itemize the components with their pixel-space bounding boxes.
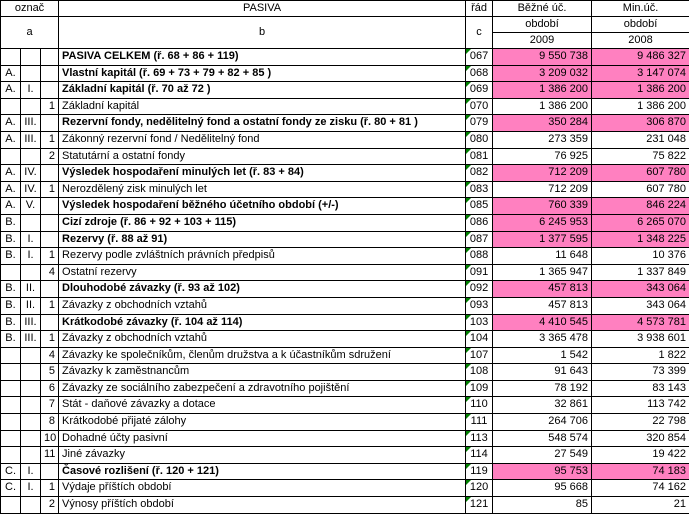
- table-row: [1, 248, 689, 265]
- row-line-number: 086: [466, 214, 493, 231]
- row-current-value: 1 386 200: [493, 98, 592, 115]
- row-current-value: 76 925: [493, 148, 592, 165]
- row-subsection-code: III.: [21, 131, 41, 148]
- row-item-number: 4: [41, 347, 59, 364]
- row-line-number: 121: [466, 497, 493, 514]
- row-label: Statutární a ostatní fondy: [59, 148, 466, 165]
- row-section-code: A.: [1, 115, 21, 132]
- header-pasiva: PASIVA: [59, 1, 466, 17]
- row-item-number: [41, 463, 59, 480]
- row-prior-value: 1 386 200: [592, 98, 689, 115]
- row-current-value: 457 813: [493, 297, 592, 314]
- row-prior-value: 74 183: [592, 463, 689, 480]
- row-line-number: 120: [466, 480, 493, 497]
- table-row: [1, 231, 689, 248]
- row-label: Rezervy (ř. 88 až 91): [59, 231, 466, 248]
- row-prior-value: 75 822: [592, 148, 689, 165]
- row-current-value: 32 861: [493, 397, 592, 414]
- row-section-code: [1, 497, 21, 514]
- row-prior-value: 9 486 327: [592, 49, 689, 66]
- row-current-value: 760 339: [493, 198, 592, 215]
- row-subsection-code: [21, 49, 41, 66]
- row-line-number: 080: [466, 131, 493, 148]
- header-col-a: a: [1, 17, 59, 49]
- table-row: [1, 214, 689, 231]
- row-subsection-code: III.: [21, 331, 41, 348]
- header-obdobi-current: období: [493, 17, 592, 33]
- row-subsection-code: I.: [21, 231, 41, 248]
- row-current-value: 4 410 545: [493, 314, 592, 331]
- row-section-code: [1, 264, 21, 281]
- row-label: Ostatní rezervy: [59, 264, 466, 281]
- row-item-number: 7: [41, 397, 59, 414]
- row-label: Závazky k zaměstnancům: [59, 364, 466, 381]
- row-subsection-code: [21, 397, 41, 414]
- header-current-period: Běžné úč.: [493, 1, 592, 17]
- row-label: PASIVA CELKEM (ř. 68 + 86 + 119): [59, 49, 466, 66]
- row-item-number: 2: [41, 497, 59, 514]
- table-row: [1, 148, 689, 165]
- table-row: [1, 181, 689, 198]
- table-row: [1, 49, 689, 66]
- row-subsection-code: [21, 98, 41, 115]
- row-section-code: B.: [1, 314, 21, 331]
- row-label: Krátkodobé závazky (ř. 104 až 114): [59, 314, 466, 331]
- row-section-code: [1, 447, 21, 464]
- row-item-number: [41, 82, 59, 99]
- row-subsection-code: [21, 364, 41, 381]
- row-prior-value: 74 162: [592, 480, 689, 497]
- row-item-number: 5: [41, 364, 59, 381]
- row-subsection-code: [21, 430, 41, 447]
- row-line-number: 113: [466, 430, 493, 447]
- table-row: [1, 480, 689, 497]
- row-section-code: [1, 430, 21, 447]
- row-line-number: 085: [466, 198, 493, 215]
- row-subsection-code: IV.: [21, 165, 41, 182]
- table-row: [1, 281, 689, 298]
- row-section-code: B.: [1, 231, 21, 248]
- table-row: [1, 347, 689, 364]
- row-label: Časové rozlišení (ř. 120 + 121): [59, 463, 466, 480]
- row-subsection-code: [21, 148, 41, 165]
- row-item-number: 6: [41, 380, 59, 397]
- row-current-value: 11 648: [493, 248, 592, 265]
- row-subsection-code: [21, 414, 41, 431]
- row-subsection-code: [21, 380, 41, 397]
- row-prior-value: 320 854: [592, 430, 689, 447]
- row-section-code: B.: [1, 281, 21, 298]
- table-row: [1, 82, 689, 99]
- row-subsection-code: II.: [21, 281, 41, 298]
- row-label: Dlouhodobé závazky (ř. 93 až 102): [59, 281, 466, 298]
- row-line-number: 114: [466, 447, 493, 464]
- row-line-number: 069: [466, 82, 493, 99]
- row-current-value: 1 386 200: [493, 82, 592, 99]
- row-subsection-code: IV.: [21, 181, 41, 198]
- row-prior-value: 231 048: [592, 131, 689, 148]
- row-prior-value: 6 265 070: [592, 214, 689, 231]
- row-label: Zákonný rezervní fond / Nedělitelný fond: [59, 131, 466, 148]
- row-section-code: A.: [1, 165, 21, 182]
- row-prior-value: 1 822: [592, 347, 689, 364]
- row-item-number: 1: [41, 297, 59, 314]
- row-subsection-code: I.: [21, 248, 41, 265]
- row-subsection-code: I.: [21, 463, 41, 480]
- header-col-c: c: [466, 17, 493, 49]
- header-prior-period: Min.úč.: [592, 1, 689, 17]
- row-current-value: 548 574: [493, 430, 592, 447]
- row-section-code: B.: [1, 297, 21, 314]
- row-subsection-code: [21, 65, 41, 82]
- row-line-number: 087: [466, 231, 493, 248]
- row-section-code: B.: [1, 248, 21, 265]
- row-section-code: [1, 414, 21, 431]
- row-label: Stát - daňové závazky a dotace: [59, 397, 466, 414]
- table-row: [1, 380, 689, 397]
- row-line-number: 083: [466, 181, 493, 198]
- row-item-number: 1: [41, 331, 59, 348]
- row-prior-value: 113 742: [592, 397, 689, 414]
- row-line-number: 091: [466, 264, 493, 281]
- table-row: [1, 497, 689, 514]
- row-current-value: 91 643: [493, 364, 592, 381]
- row-current-value: 3 365 478: [493, 331, 592, 348]
- row-prior-value: 1 337 849: [592, 264, 689, 281]
- row-label: Rezervní fondy, nedělitelný fond a ostatní fondy ze zisku (ř. 80 + 81 ): [59, 115, 466, 132]
- header-row-1: [1, 1, 689, 17]
- row-prior-value: 3 147 074: [592, 65, 689, 82]
- row-prior-value: 607 780: [592, 181, 689, 198]
- row-section-code: [1, 347, 21, 364]
- row-current-value: 264 706: [493, 414, 592, 431]
- row-section-code: C.: [1, 463, 21, 480]
- row-line-number: 068: [466, 65, 493, 82]
- row-section-code: B.: [1, 214, 21, 231]
- row-label: Základní kapitál (ř. 70 až 72 ): [59, 82, 466, 99]
- table-row: [1, 463, 689, 480]
- row-current-value: 273 359: [493, 131, 592, 148]
- row-prior-value: 3 938 601: [592, 331, 689, 348]
- table-row: [1, 131, 689, 148]
- table-row: [1, 115, 689, 132]
- row-line-number: 070: [466, 98, 493, 115]
- row-label: Cizí zdroje (ř. 86 + 92 + 103 + 115): [59, 214, 466, 231]
- row-current-value: 457 813: [493, 281, 592, 298]
- table-row: [1, 165, 689, 182]
- row-item-number: [41, 115, 59, 132]
- row-line-number: 109: [466, 380, 493, 397]
- row-subsection-code: I.: [21, 82, 41, 99]
- table-row: [1, 65, 689, 82]
- table-row: [1, 198, 689, 215]
- row-section-code: A.: [1, 131, 21, 148]
- row-section-code: [1, 364, 21, 381]
- row-line-number: 081: [466, 148, 493, 165]
- header-row-2: [1, 17, 689, 33]
- row-label: Závazky ke společníkům, členům družstva a k účastníkům sdružení: [59, 347, 466, 364]
- row-line-number: 093: [466, 297, 493, 314]
- row-current-value: 85: [493, 497, 592, 514]
- table-row: [1, 364, 689, 381]
- row-item-number: 1: [41, 98, 59, 115]
- table-row: [1, 331, 689, 348]
- row-prior-value: 22 798: [592, 414, 689, 431]
- row-prior-value: 19 422: [592, 447, 689, 464]
- row-subsection-code: [21, 497, 41, 514]
- row-current-value: 6 245 953: [493, 214, 592, 231]
- row-line-number: 104: [466, 331, 493, 348]
- row-item-number: [41, 281, 59, 298]
- row-line-number: 088: [466, 248, 493, 265]
- row-item-number: [41, 314, 59, 331]
- row-label: Závazky ze sociálního zabezpečení a zdravotního pojištění: [59, 380, 466, 397]
- row-line-number: 108: [466, 364, 493, 381]
- row-prior-value: 1 386 200: [592, 82, 689, 99]
- row-item-number: 1: [41, 248, 59, 265]
- row-current-value: 1 365 947: [493, 264, 592, 281]
- row-prior-value: 306 870: [592, 115, 689, 132]
- row-prior-value: 10 376: [592, 248, 689, 265]
- table-row: [1, 397, 689, 414]
- row-label: Výnosy příštích období: [59, 497, 466, 514]
- row-section-code: [1, 98, 21, 115]
- row-label: Základní kapitál: [59, 98, 466, 115]
- row-prior-value: 1 348 225: [592, 231, 689, 248]
- row-prior-value: 83 143: [592, 380, 689, 397]
- row-section-code: B.: [1, 331, 21, 348]
- table-body: [1, 49, 689, 514]
- row-prior-value: 846 224: [592, 198, 689, 215]
- row-current-value: 1 377 595: [493, 231, 592, 248]
- row-item-number: 1: [41, 181, 59, 198]
- header-year-prior: 2008: [592, 33, 689, 49]
- row-current-value: 27 549: [493, 447, 592, 464]
- row-item-number: 8: [41, 414, 59, 431]
- row-current-value: 350 284: [493, 115, 592, 132]
- row-subsection-code: III.: [21, 314, 41, 331]
- row-prior-value: 4 573 781: [592, 314, 689, 331]
- row-label: Nerozdělený zisk minulých let: [59, 181, 466, 198]
- row-subsection-code: [21, 214, 41, 231]
- row-item-number: [41, 49, 59, 66]
- row-current-value: 95 668: [493, 480, 592, 497]
- row-prior-value: 21: [592, 497, 689, 514]
- row-item-number: [41, 214, 59, 231]
- row-current-value: 3 209 032: [493, 65, 592, 82]
- row-line-number: 067: [466, 49, 493, 66]
- row-subsection-code: I.: [21, 480, 41, 497]
- row-section-code: A.: [1, 82, 21, 99]
- row-subsection-code: V.: [21, 198, 41, 215]
- row-subsection-code: [21, 264, 41, 281]
- row-label: Výdaje příštích období: [59, 480, 466, 497]
- row-item-number: [41, 198, 59, 215]
- row-line-number: 103: [466, 314, 493, 331]
- row-label: Dohadné účty pasivní: [59, 430, 466, 447]
- row-item-number: 1: [41, 131, 59, 148]
- row-subsection-code: II.: [21, 297, 41, 314]
- row-label: Krátkodobé přijaté zálohy: [59, 414, 466, 431]
- row-current-value: 9 550 738: [493, 49, 592, 66]
- row-label: Závazky z obchodních vztahů: [59, 331, 466, 348]
- row-section-code: [1, 397, 21, 414]
- row-label: Jiné závazky: [59, 447, 466, 464]
- row-item-number: 11: [41, 447, 59, 464]
- row-item-number: [41, 165, 59, 182]
- row-section-code: [1, 380, 21, 397]
- row-item-number: 2: [41, 148, 59, 165]
- row-prior-value: 73 399: [592, 364, 689, 381]
- row-line-number: 082: [466, 165, 493, 182]
- row-section-code: [1, 49, 21, 66]
- table-row: [1, 297, 689, 314]
- row-subsection-code: [21, 447, 41, 464]
- row-label: Výsledek hospodaření minulých let (ř. 83 + 84): [59, 165, 466, 182]
- row-prior-value: 343 064: [592, 297, 689, 314]
- row-label: Výsledek hospodaření běžného účetního období (+/-): [59, 198, 466, 215]
- table-row: [1, 447, 689, 464]
- header-rad: řád: [466, 1, 493, 17]
- header-oznac: označ: [1, 1, 59, 17]
- table-row: [1, 98, 689, 115]
- row-item-number: 4: [41, 264, 59, 281]
- row-line-number: 111: [466, 414, 493, 431]
- row-line-number: 110: [466, 397, 493, 414]
- row-current-value: 95 753: [493, 463, 592, 480]
- row-subsection-code: [21, 347, 41, 364]
- row-section-code: A.: [1, 181, 21, 198]
- row-prior-value: 607 780: [592, 165, 689, 182]
- table-row: [1, 314, 689, 331]
- header-col-b: b: [59, 17, 466, 49]
- row-item-number: 10: [41, 430, 59, 447]
- row-item-number: [41, 231, 59, 248]
- row-current-value: 712 209: [493, 165, 592, 182]
- row-line-number: 092: [466, 281, 493, 298]
- row-section-code: C.: [1, 480, 21, 497]
- row-label: Vlastní kapitál (ř. 69 + 73 + 79 + 82 + 85 ): [59, 65, 466, 82]
- row-current-value: 1 542: [493, 347, 592, 364]
- header-obdobi-prior: období: [592, 17, 689, 33]
- row-current-value: 712 209: [493, 181, 592, 198]
- row-item-number: [41, 65, 59, 82]
- row-section-code: [1, 148, 21, 165]
- table-row: [1, 414, 689, 431]
- row-line-number: 119: [466, 463, 493, 480]
- row-prior-value: 343 064: [592, 281, 689, 298]
- table-row: [1, 430, 689, 447]
- row-section-code: A.: [1, 198, 21, 215]
- row-item-number: 1: [41, 480, 59, 497]
- row-subsection-code: III.: [21, 115, 41, 132]
- row-label: Závazky z obchodních vztahů: [59, 297, 466, 314]
- row-section-code: A.: [1, 65, 21, 82]
- row-line-number: 107: [466, 347, 493, 364]
- row-current-value: 78 192: [493, 380, 592, 397]
- table-row: [1, 264, 689, 281]
- row-label: Rezervy podle zvláštních právních předpisů: [59, 248, 466, 265]
- row-line-number: 079: [466, 115, 493, 132]
- header-year-current: 2009: [493, 33, 592, 49]
